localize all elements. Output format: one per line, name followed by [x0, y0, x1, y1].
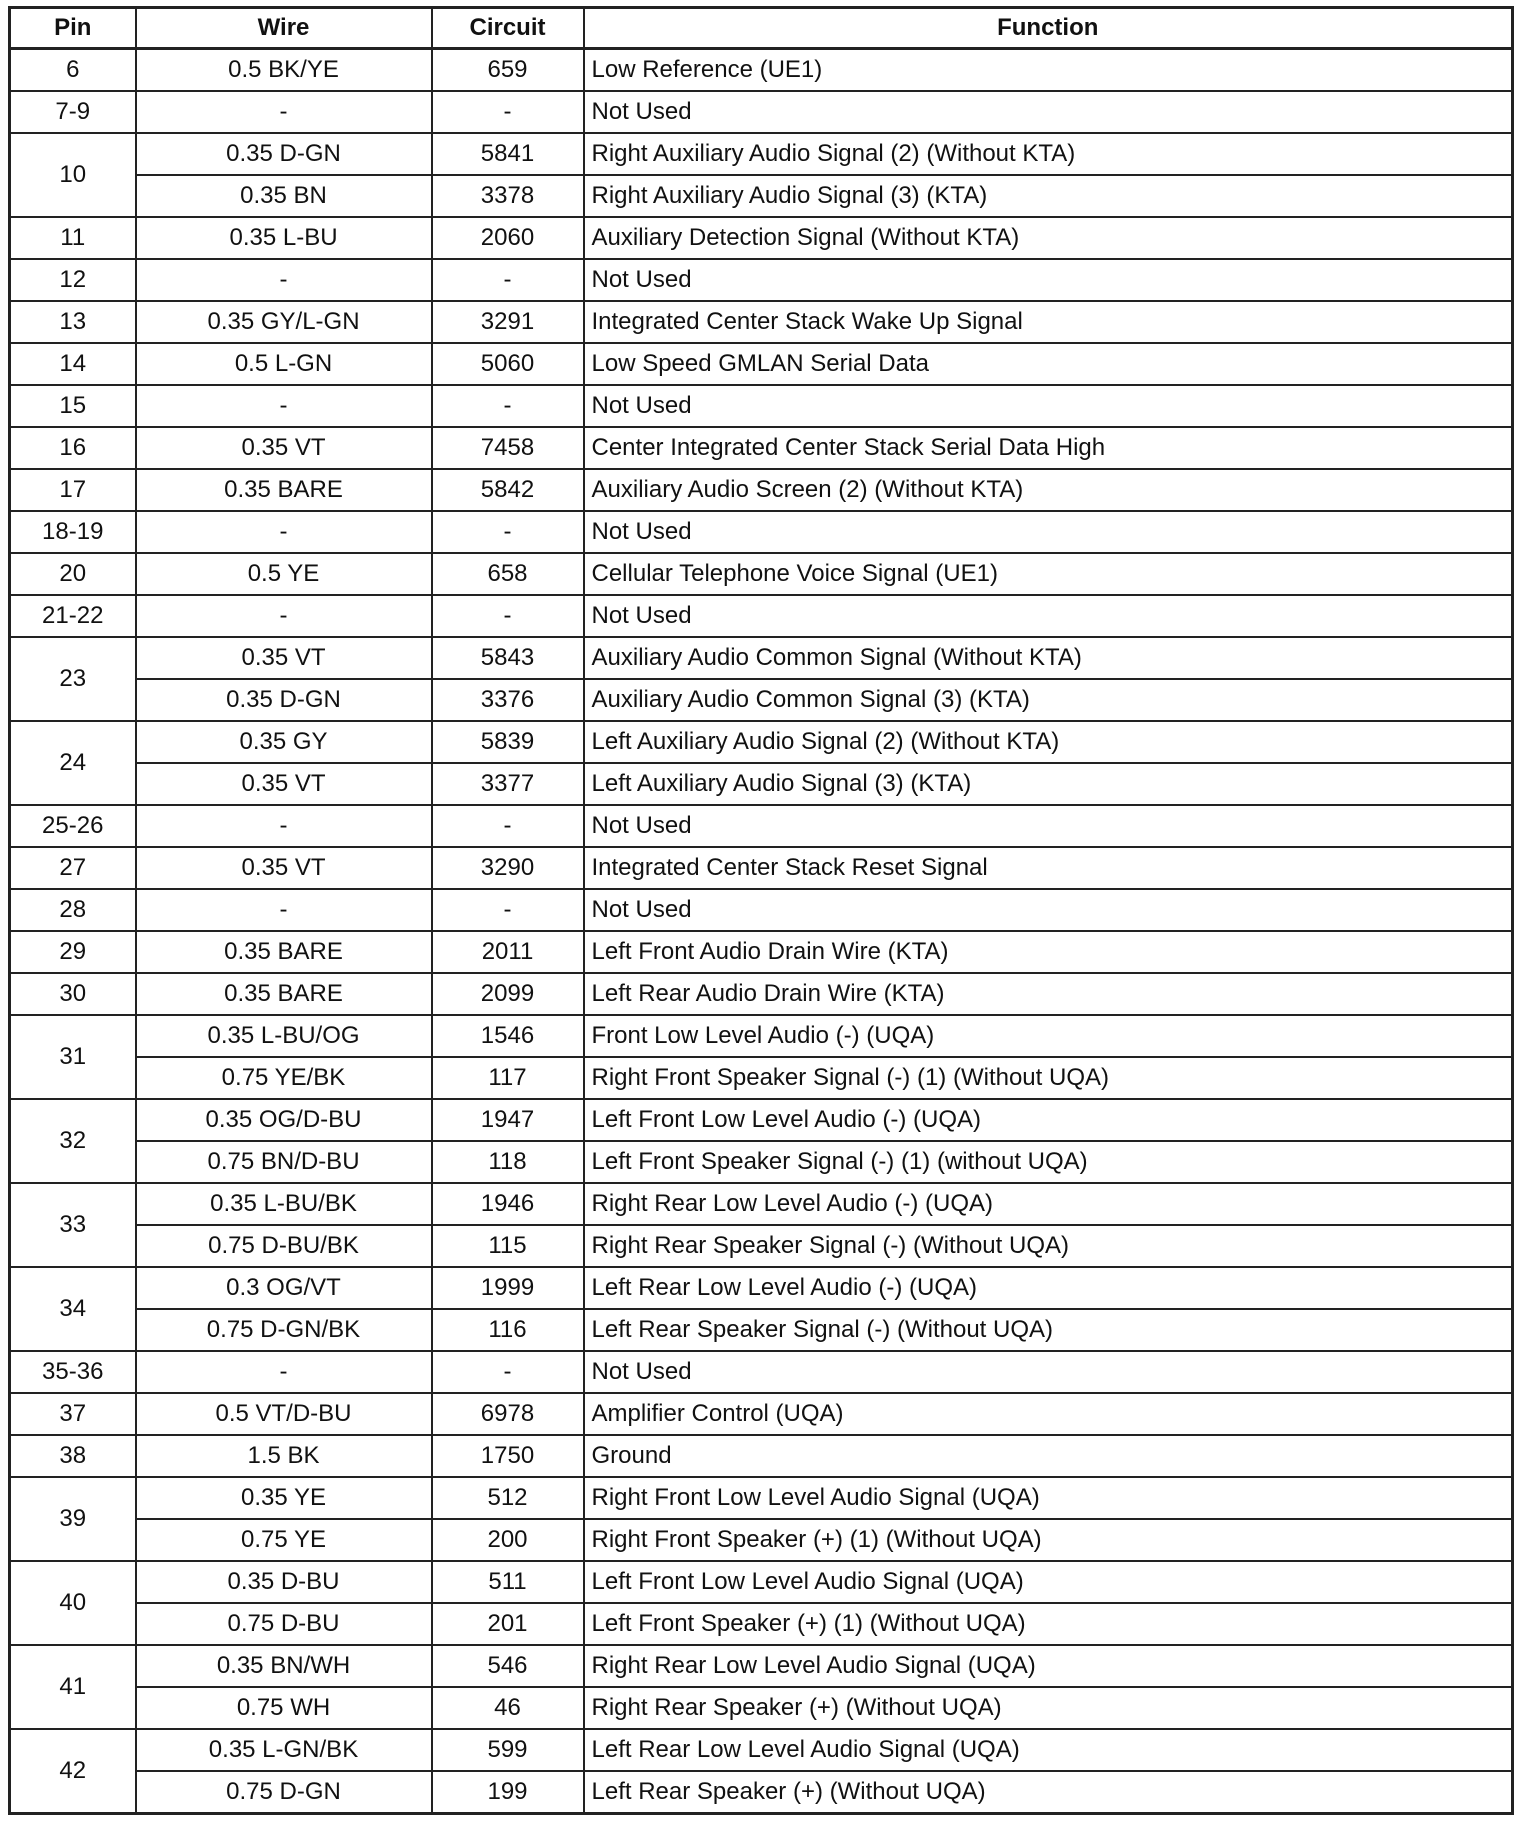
circuit-cell: 2099: [432, 973, 584, 1015]
wire-cell: 0.75 D-BU: [136, 1603, 432, 1645]
function-cell: Left Rear Low Level Audio (-) (UQA): [584, 1267, 1513, 1309]
circuit-cell: -: [432, 889, 584, 931]
table-row: [10, 1351, 1513, 1393]
function-cell: Left Front Low Level Audio (-) (UQA): [584, 1099, 1513, 1141]
pin-cell: 7-9: [10, 91, 136, 133]
function-cell: Left Auxiliary Audio Signal (3) (KTA): [584, 763, 1513, 805]
function-cell: Auxiliary Audio Common Signal (3) (KTA): [584, 679, 1513, 721]
circuit-cell: 5060: [432, 343, 584, 385]
table-row: [10, 805, 1513, 847]
circuit-cell: 5841: [432, 133, 584, 175]
function-cell: Not Used: [584, 511, 1513, 553]
wire-cell: 0.5 L-GN: [136, 343, 432, 385]
table-row: [10, 1771, 1513, 1814]
table-row: [10, 427, 1513, 469]
wire-cell: 0.75 D-GN/BK: [136, 1309, 432, 1351]
function-cell: Not Used: [584, 1351, 1513, 1393]
table-row: [10, 721, 1513, 763]
table-header-row: [10, 8, 1513, 49]
table-row: [10, 1015, 1513, 1057]
wire-cell: 0.35 L-GN/BK: [136, 1729, 432, 1771]
wire-cell: 0.35 L-BU/BK: [136, 1183, 432, 1225]
wire-cell: -: [136, 1351, 432, 1393]
function-cell: Low Reference (UE1): [584, 49, 1513, 92]
wire-cell: 0.35 BARE: [136, 931, 432, 973]
header-wire: Wire: [136, 8, 432, 49]
pin-cell: 16: [10, 427, 136, 469]
function-cell: Right Auxiliary Audio Signal (2) (Without KTA): [584, 133, 1513, 175]
wire-cell: 0.35 D-GN: [136, 133, 432, 175]
function-cell: Auxiliary Detection Signal (Without KTA): [584, 217, 1513, 259]
circuit-cell: 511: [432, 1561, 584, 1603]
pin-cell: 28: [10, 889, 136, 931]
table-row: [10, 1099, 1513, 1141]
circuit-cell: 3377: [432, 763, 584, 805]
circuit-cell: 6978: [432, 1393, 584, 1435]
wire-cell: -: [136, 259, 432, 301]
table-row: [10, 637, 1513, 679]
wire-cell: 0.35 YE: [136, 1477, 432, 1519]
wire-cell: 0.35 VT: [136, 637, 432, 679]
wire-cell: 0.5 VT/D-BU: [136, 1393, 432, 1435]
function-cell: Left Rear Audio Drain Wire (KTA): [584, 973, 1513, 1015]
pin-cell: 33: [10, 1183, 136, 1267]
circuit-cell: 3291: [432, 301, 584, 343]
wire-cell: -: [136, 889, 432, 931]
pin-cell: 39: [10, 1477, 136, 1561]
function-cell: Front Low Level Audio (-) (UQA): [584, 1015, 1513, 1057]
circuit-cell: -: [432, 805, 584, 847]
wire-cell: 0.35 GY: [136, 721, 432, 763]
wire-cell: -: [136, 385, 432, 427]
table-row: [10, 1435, 1513, 1477]
circuit-cell: 5839: [432, 721, 584, 763]
wire-cell: 0.75 YE: [136, 1519, 432, 1561]
pin-cell: 31: [10, 1015, 136, 1099]
table-row: [10, 133, 1513, 175]
pin-cell: 12: [10, 259, 136, 301]
function-cell: Right Auxiliary Audio Signal (3) (KTA): [584, 175, 1513, 217]
pin-cell: 20: [10, 553, 136, 595]
function-cell: Integrated Center Stack Reset Signal: [584, 847, 1513, 889]
circuit-cell: -: [432, 595, 584, 637]
function-cell: Right Front Speaker Signal (-) (1) (Without UQA): [584, 1057, 1513, 1099]
circuit-cell: 3290: [432, 847, 584, 889]
table-row: [10, 217, 1513, 259]
wire-cell: 0.35 BN/WH: [136, 1645, 432, 1687]
table-row: [10, 763, 1513, 805]
pin-cell: 30: [10, 973, 136, 1015]
function-cell: Integrated Center Stack Wake Up Signal: [584, 301, 1513, 343]
function-cell: Left Front Audio Drain Wire (KTA): [584, 931, 1513, 973]
table-row: [10, 259, 1513, 301]
wire-cell: 0.35 VT: [136, 847, 432, 889]
pin-cell: 14: [10, 343, 136, 385]
pin-cell: 25-26: [10, 805, 136, 847]
pin-cell: 6: [10, 49, 136, 92]
function-cell: Right Rear Low Level Audio Signal (UQA): [584, 1645, 1513, 1687]
wire-cell: -: [136, 805, 432, 847]
pin-cell: 37: [10, 1393, 136, 1435]
circuit-cell: 2060: [432, 217, 584, 259]
function-cell: Not Used: [584, 805, 1513, 847]
table-row: [10, 1057, 1513, 1099]
wire-cell: 0.35 VT: [136, 427, 432, 469]
table-row: [10, 385, 1513, 427]
wire-cell: 0.35 L-BU/OG: [136, 1015, 432, 1057]
circuit-cell: 5842: [432, 469, 584, 511]
wire-cell: 0.35 OG/D-BU: [136, 1099, 432, 1141]
function-cell: Not Used: [584, 259, 1513, 301]
pin-cell: 23: [10, 637, 136, 721]
circuit-cell: 2011: [432, 931, 584, 973]
circuit-cell: 1546: [432, 1015, 584, 1057]
wire-cell: 0.75 BN/D-BU: [136, 1141, 432, 1183]
function-cell: Left Rear Low Level Audio Signal (UQA): [584, 1729, 1513, 1771]
table-row: [10, 49, 1513, 92]
pin-cell: 11: [10, 217, 136, 259]
pin-cell: 29: [10, 931, 136, 973]
function-cell: Left Front Low Level Audio Signal (UQA): [584, 1561, 1513, 1603]
table-row: [10, 1603, 1513, 1645]
table-row: [10, 1141, 1513, 1183]
function-cell: Left Rear Speaker (+) (Without UQA): [584, 1771, 1513, 1814]
circuit-cell: 117: [432, 1057, 584, 1099]
wire-cell: 0.75 WH: [136, 1687, 432, 1729]
function-cell: Left Front Speaker Signal (-) (1) (without UQA): [584, 1141, 1513, 1183]
table-row: [10, 1645, 1513, 1687]
pin-cell: 32: [10, 1099, 136, 1183]
wire-cell: 0.5 BK/YE: [136, 49, 432, 92]
circuit-cell: 1947: [432, 1099, 584, 1141]
function-cell: Left Rear Speaker Signal (-) (Without UQA): [584, 1309, 1513, 1351]
circuit-cell: -: [432, 511, 584, 553]
circuit-cell: 200: [432, 1519, 584, 1561]
function-cell: Amplifier Control (UQA): [584, 1393, 1513, 1435]
table-row: [10, 469, 1513, 511]
table-body: [10, 49, 1513, 1814]
function-cell: Center Integrated Center Stack Serial Data High: [584, 427, 1513, 469]
table-row: [10, 1561, 1513, 1603]
pin-cell: 27: [10, 847, 136, 889]
wire-cell: -: [136, 595, 432, 637]
circuit-cell: -: [432, 1351, 584, 1393]
pin-cell: 10: [10, 133, 136, 217]
function-cell: Right Rear Speaker (+) (Without UQA): [584, 1687, 1513, 1729]
circuit-cell: 115: [432, 1225, 584, 1267]
function-cell: Not Used: [584, 889, 1513, 931]
circuit-cell: 199: [432, 1771, 584, 1814]
header-pin: Pin: [10, 8, 136, 49]
wire-cell: 0.35 D-GN: [136, 679, 432, 721]
circuit-cell: 1946: [432, 1183, 584, 1225]
table-row: [10, 175, 1513, 217]
wire-cell: -: [136, 91, 432, 133]
wire-cell: 0.35 L-BU: [136, 217, 432, 259]
circuit-cell: 3376: [432, 679, 584, 721]
circuit-cell: 599: [432, 1729, 584, 1771]
pin-cell: 17: [10, 469, 136, 511]
function-cell: Left Auxiliary Audio Signal (2) (Without KTA): [584, 721, 1513, 763]
table-row: [10, 1393, 1513, 1435]
wire-cell: 1.5 BK: [136, 1435, 432, 1477]
table-row: [10, 301, 1513, 343]
wire-cell: 0.35 BN: [136, 175, 432, 217]
table-row: [10, 1687, 1513, 1729]
function-cell: Not Used: [584, 91, 1513, 133]
wire-cell: 0.35 BARE: [136, 973, 432, 1015]
circuit-cell: 118: [432, 1141, 584, 1183]
circuit-cell: 1999: [432, 1267, 584, 1309]
circuit-cell: -: [432, 91, 584, 133]
wire-cell: 0.35 VT: [136, 763, 432, 805]
function-cell: Right Rear Low Level Audio (-) (UQA): [584, 1183, 1513, 1225]
circuit-cell: 659: [432, 49, 584, 92]
circuit-cell: -: [432, 259, 584, 301]
function-cell: Cellular Telephone Voice Signal (UE1): [584, 553, 1513, 595]
wire-cell: -: [136, 511, 432, 553]
function-cell: Auxiliary Audio Screen (2) (Without KTA): [584, 469, 1513, 511]
circuit-cell: 7458: [432, 427, 584, 469]
table-row: [10, 1729, 1513, 1771]
pin-cell: 18-19: [10, 511, 136, 553]
table-row: [10, 973, 1513, 1015]
circuit-cell: 5843: [432, 637, 584, 679]
circuit-cell: 46: [432, 1687, 584, 1729]
function-cell: Right Rear Speaker Signal (-) (Without UQA): [584, 1225, 1513, 1267]
wire-cell: 0.75 YE/BK: [136, 1057, 432, 1099]
table-row: [10, 1183, 1513, 1225]
function-cell: Not Used: [584, 385, 1513, 427]
function-cell: Left Front Speaker (+) (1) (Without UQA): [584, 1603, 1513, 1645]
circuit-cell: 512: [432, 1477, 584, 1519]
pinout-table-container: [8, 6, 1511, 1815]
pin-cell: 35-36: [10, 1351, 136, 1393]
circuit-cell: 201: [432, 1603, 584, 1645]
pin-cell: 21-22: [10, 595, 136, 637]
circuit-cell: 116: [432, 1309, 584, 1351]
table-row: [10, 1309, 1513, 1351]
pin-cell: 34: [10, 1267, 136, 1351]
function-cell: Low Speed GMLAN Serial Data: [584, 343, 1513, 385]
table-row: [10, 889, 1513, 931]
table-row: [10, 91, 1513, 133]
wire-cell: 0.3 OG/VT: [136, 1267, 432, 1309]
table-row: [10, 1519, 1513, 1561]
table-row: [10, 1477, 1513, 1519]
wire-cell: 0.5 YE: [136, 553, 432, 595]
circuit-cell: 3378: [432, 175, 584, 217]
wire-cell: 0.75 D-GN: [136, 1771, 432, 1814]
wire-cell: 0.35 GY/L-GN: [136, 301, 432, 343]
table-row: [10, 595, 1513, 637]
circuit-cell: 546: [432, 1645, 584, 1687]
function-cell: Ground: [584, 1435, 1513, 1477]
header-circuit: Circuit: [432, 8, 584, 49]
table-row: [10, 343, 1513, 385]
function-cell: Auxiliary Audio Common Signal (Without KTA): [584, 637, 1513, 679]
header-function: Function: [584, 8, 1513, 49]
table-row: [10, 1225, 1513, 1267]
function-cell: Right Front Speaker (+) (1) (Without UQA): [584, 1519, 1513, 1561]
circuit-cell: 1750: [432, 1435, 584, 1477]
table-row: [10, 1267, 1513, 1309]
pin-cell: 41: [10, 1645, 136, 1729]
function-cell: Right Front Low Level Audio Signal (UQA): [584, 1477, 1513, 1519]
pin-cell: 15: [10, 385, 136, 427]
table-row: [10, 553, 1513, 595]
wire-cell: 0.35 BARE: [136, 469, 432, 511]
table-row: [10, 679, 1513, 721]
pin-cell: 24: [10, 721, 136, 805]
wire-cell: 0.35 D-BU: [136, 1561, 432, 1603]
circuit-cell: -: [432, 385, 584, 427]
connector-pinout-table: [8, 6, 1514, 1815]
wire-cell: 0.75 D-BU/BK: [136, 1225, 432, 1267]
pin-cell: 40: [10, 1561, 136, 1645]
pin-cell: 13: [10, 301, 136, 343]
table-row: [10, 847, 1513, 889]
circuit-cell: 658: [432, 553, 584, 595]
pin-cell: 38: [10, 1435, 136, 1477]
pin-cell: 42: [10, 1729, 136, 1814]
table-row: [10, 931, 1513, 973]
function-cell: Not Used: [584, 595, 1513, 637]
table-row: [10, 511, 1513, 553]
